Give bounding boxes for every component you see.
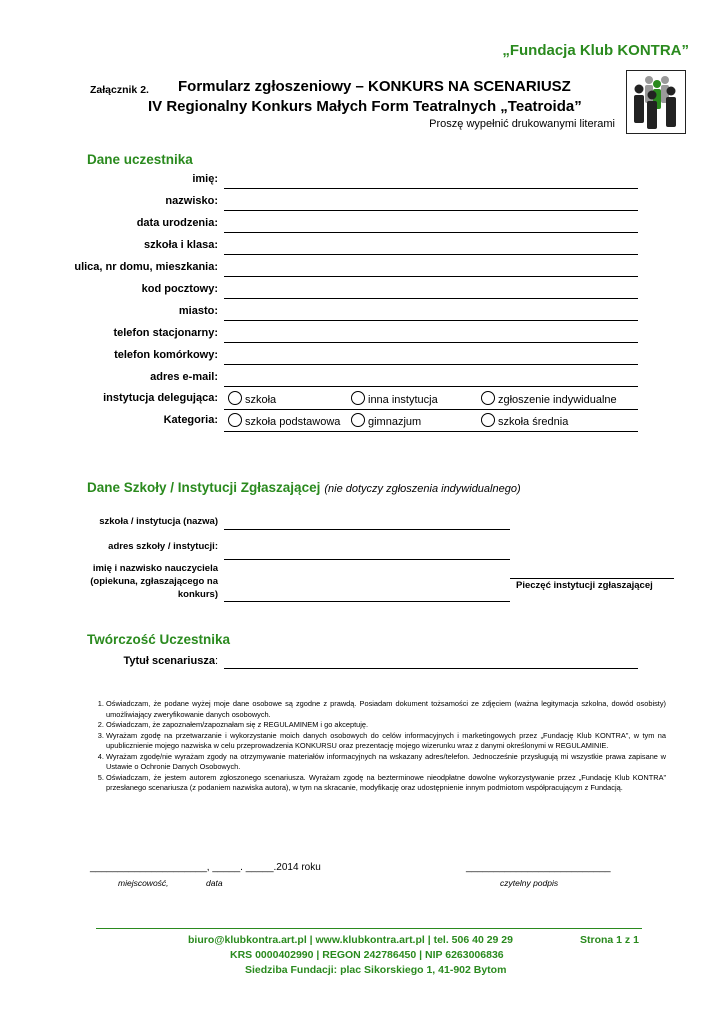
stamp-label: Pieczęć instytucji zgłaszającej <box>516 580 653 591</box>
field-input-line[interactable] <box>224 320 638 321</box>
field-label: szkoła i klasa: <box>144 239 218 251</box>
field-label: data urodzenia: <box>136 217 218 229</box>
option-school[interactable]: szkoła <box>228 391 276 406</box>
field-label: telefon komórkowy: <box>114 349 218 361</box>
field-input-line[interactable] <box>224 298 638 299</box>
declaration-item: 5. Oświadczam, że jestem autorem zgłoszonego scenariusza. Wyrażam zgodę na bezterminowe nieodpłatne dowolne wykorzystywanie przez „Fundację Klub KONTRA” przesłanego scenariusza (z podaniem nazwiska autora), w tym na skracanie, modyfikację oraz udostępnienie innym podmiotom współpracującym z Fundacją. <box>106 773 666 794</box>
field-label: kod pocztowy: <box>141 283 218 295</box>
option-other-institution[interactable]: inna instytucja <box>351 391 438 406</box>
date-label: data <box>206 878 223 888</box>
radio-icon[interactable] <box>351 413 365 427</box>
footer-divider <box>96 928 642 929</box>
contest-title: IV Regionalny Konkurs Małych Form Teatralnych „Teatroida” <box>148 98 582 115</box>
input-teacher[interactable] <box>224 601 510 602</box>
place-label: miejscowość, <box>118 878 169 888</box>
option-middle-school[interactable]: gimnazjum <box>351 413 421 428</box>
declaration-item: 4. Wyrażam zgodę/nie wyrażam zgody na otrzymywanie materiałów informacyjnych na wskazany adres/telefon. Jednocześnie przysługują mi wszystkie prawa zapisane w Ustawie o Ochronie Danych Osobowych. <box>106 752 666 773</box>
foundation-logo <box>626 70 686 134</box>
field-input-line[interactable] <box>224 364 638 365</box>
field-label: miasto: <box>178 305 218 317</box>
declaration-item: 2. Oświadczam, że zapoznałem/zapoznałam się z REGULAMINEM i go akceptuję. <box>106 720 666 731</box>
field-input-line[interactable] <box>224 232 638 233</box>
radio-icon[interactable] <box>228 413 242 427</box>
line-category <box>224 431 638 432</box>
signature-label: czytelny podpis <box>500 878 559 888</box>
participant-heading: Dane uczestnika <box>87 152 193 167</box>
footer-address: Siedziba Fundacji: plac Sikorskiego 1, 41-902 Bytom <box>245 964 507 976</box>
foundation-name: „Fundacja Klub KONTRA” <box>502 42 689 59</box>
category-label: Kategoria: <box>163 414 218 426</box>
field-label: telefon stacjonarny: <box>113 327 218 339</box>
field-input-line[interactable] <box>224 254 638 255</box>
stamp-line <box>510 578 674 579</box>
school-note: (nie dotyczy zgłoszenia indywidualnego) <box>324 483 521 495</box>
creation-heading: Twórczość Uczestnika <box>87 632 231 647</box>
label-school-address: adres szkoły / instytucji: <box>108 541 218 552</box>
signature-line[interactable]: __________________________ <box>466 862 611 873</box>
input-school-name[interactable] <box>224 529 510 530</box>
footer-registry: KRS 0000402990 | REGON 242786450 | NIP 6263006836 <box>230 949 504 961</box>
field-input-line[interactable] <box>224 188 638 189</box>
declarations <box>88 699 666 794</box>
field-input-line[interactable] <box>224 342 638 343</box>
radio-icon[interactable] <box>351 391 365 405</box>
option-primary-school[interactable]: szkoła podstawowa <box>228 413 340 428</box>
field-label: imię: <box>192 173 218 185</box>
field-input-line[interactable] <box>224 210 638 211</box>
label-teacher: imię i nazwisko nauczyciela (opiekuna, zgłaszającego na konkurs) <box>90 563 218 600</box>
fill-hint: Proszę wypełnić drukowanymi literami <box>429 118 615 130</box>
institution-label: instytucja delegująca: <box>103 392 218 404</box>
label-school-name: szkoła / instytucja (nazwa) <box>99 516 218 527</box>
option-high-school[interactable]: szkoła średnia <box>481 413 568 428</box>
annex-label: Załącznik 2. <box>90 84 149 96</box>
declaration-item: 3. Wyrażam zgodę na przetwarzanie i wykorzystanie moich danych osobowych do celów informacyjnych i marketingowych przez „Fundację Klub KONTRA”, w tym na upublicznienie mojego nazwiska w celu przeprowadzenia KONKURSU oraz prezentację mojego wizerunku wraz z danymi określonymi w REGULAMINIE. <box>106 731 666 752</box>
form-title: Formularz zgłoszeniowy – KONKURS NA SCENARIUSZ <box>178 78 571 95</box>
radio-icon[interactable] <box>481 413 495 427</box>
input-school-address[interactable] <box>224 559 510 560</box>
radio-icon[interactable] <box>481 391 495 405</box>
declaration-item: 1. Oświadczam, że podane wyżej moje dane osobowe są zgodne z prawdą. Posiadam dokument tożsamości ze zdjęciem (ważna legitymacja szkolna, dowód osobisty) umożliwiający zweryfikowanie danych osobowych. <box>106 699 666 720</box>
field-label: adres e-mail: <box>150 371 218 383</box>
footer-page: Strona 1 z 1 <box>580 934 639 946</box>
footer-contact: biuro@klubkontra.art.pl | www.klubkontra.art.pl | tel. 506 40 29 29 <box>188 934 513 946</box>
line-institution <box>224 409 638 410</box>
field-input-line[interactable] <box>224 276 638 277</box>
input-script-title[interactable] <box>224 668 638 669</box>
field-input-line[interactable] <box>224 386 638 387</box>
option-individual[interactable]: zgłoszenie indywidualne <box>481 391 617 406</box>
label-script-title: Tytuł scenariusza: <box>123 655 218 667</box>
radio-icon[interactable] <box>228 391 242 405</box>
school-heading: Dane Szkoły / Instytucji Zgłaszającej (nie dotyczy zgłoszenia indywidualnego) <box>87 480 521 495</box>
field-label: ulica, nr domu, mieszkania: <box>74 261 218 273</box>
place-date-line[interactable]: _____________________, _____. _____.2014 roku <box>90 862 321 873</box>
field-label: nazwisko: <box>165 195 218 207</box>
